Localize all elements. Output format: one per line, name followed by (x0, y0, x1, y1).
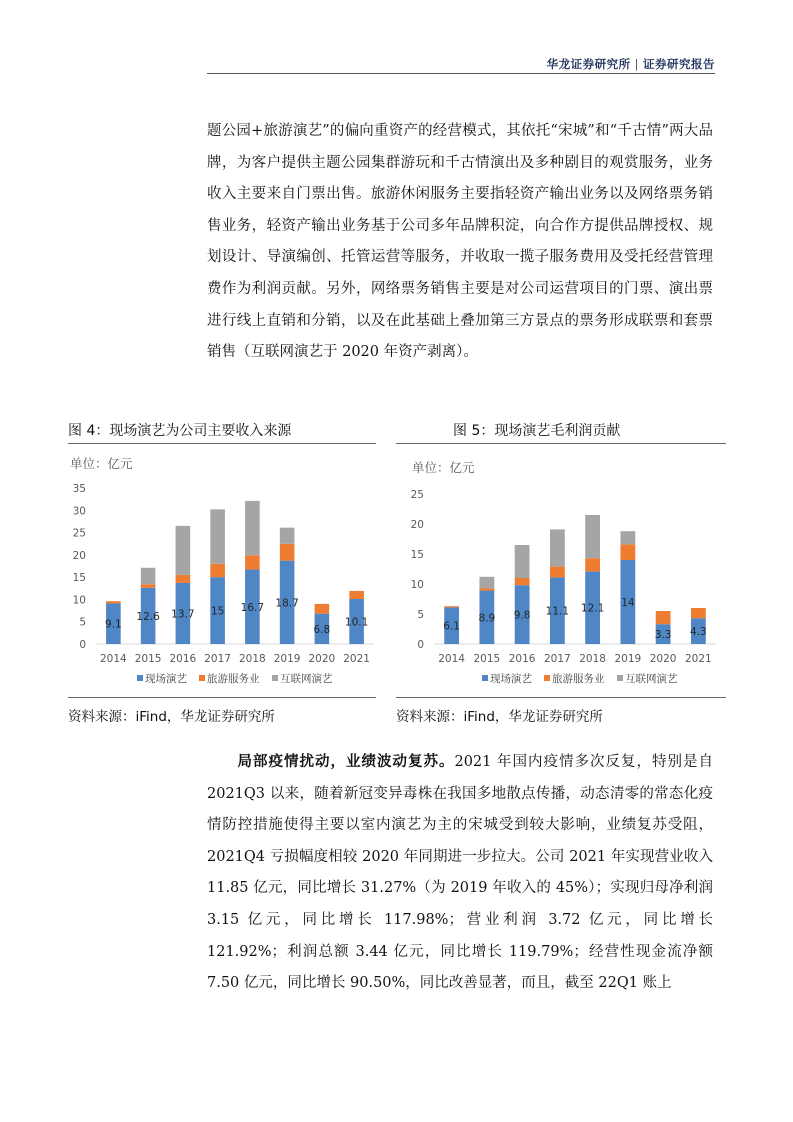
header-divider (207, 73, 715, 74)
x-tick-label: 2016 (169, 653, 197, 665)
bar-tourism-service (656, 611, 671, 624)
bar-tourism-service (585, 558, 600, 571)
y-tick-label: 15 (72, 572, 86, 585)
y-tick-label: 5 (79, 616, 86, 629)
figure-4-source: 资料来源：iFind，华龙证券研究所 (68, 709, 275, 725)
bar-tourism-service (141, 584, 156, 588)
bar-internet-performance (550, 529, 565, 566)
legend-swatch (137, 675, 143, 681)
bar-tourism-service (245, 555, 260, 569)
bar-internet-performance (585, 515, 600, 558)
y-tick-label: 20 (72, 549, 86, 562)
section-lead: 局部疫情扰动，业绩波动复苏。 (237, 754, 455, 770)
legend-label: 旅游服务业 (207, 673, 260, 685)
x-tick-label: 2017 (204, 653, 231, 665)
bar-tourism-service (106, 601, 121, 603)
y-tick-label: 35 (72, 483, 86, 495)
bar-tourism-service (176, 575, 191, 583)
bar-internet-performance (176, 526, 191, 575)
bar-tourism-service (349, 591, 364, 599)
section-paragraph (207, 747, 713, 1000)
bar-internet-performance (280, 528, 295, 544)
header-separator: | (634, 57, 639, 71)
legend-label: 现场演艺 (490, 673, 532, 685)
y-tick-label: 5 (417, 609, 424, 621)
y-tick-label: 15 (410, 549, 424, 561)
data-label: 6.8 (313, 623, 331, 636)
figure-5-chart (398, 448, 726, 696)
legend-label: 互联网演艺 (280, 673, 333, 685)
x-tick-label: 2021 (685, 653, 712, 665)
x-tick-label: 2020 (649, 653, 677, 665)
legend-swatch (617, 675, 623, 681)
data-label: 14 (621, 597, 635, 609)
bar-tourism-service (620, 544, 635, 560)
y-tick-label: 20 (410, 519, 424, 531)
bar-internet-performance (620, 531, 635, 544)
y-tick-label: 25 (72, 527, 86, 540)
data-label: 9.8 (513, 609, 531, 622)
x-tick-label: 2015 (134, 653, 162, 665)
x-tick-label: 2020 (308, 653, 336, 665)
bar-tourism-service (315, 604, 330, 614)
bar-internet-performance (210, 509, 225, 563)
figure-4-top-rule (68, 443, 376, 444)
figure-5-bottom-rule (396, 697, 726, 698)
data-label: 15 (210, 605, 225, 618)
data-label: 12.1 (580, 602, 605, 615)
chart-unit-label: 单位：亿元 (70, 456, 133, 471)
data-label: 8.9 (478, 612, 496, 625)
data-label: 13.7 (171, 608, 195, 621)
figure-5-top-rule (396, 443, 726, 444)
data-label: 18.7 (275, 597, 299, 610)
y-tick-label: 30 (72, 505, 86, 518)
section-body: 2021 年国内疫情多次反复，特别是自 2021Q3 以来，随着新冠变异毒株在我国多地散点传播，动态清零的常态化疫情防控措施使得主要以室内演艺为主的宋城受到较大影响，业绩复苏受阻，2021Q4 亏损幅度相较 2020 年同期进一步拉大。公司 2021 年实现营业收入 11.85 亿元，同比增长 31.27%（为 2019 年收入的 45%）；实现归母净利润 3.15 亿元，同比增长 117.98%；营业利润 3.72 亿元，同比增长 121.92%；利润总额 3.44 亿元，同比增长 119.79%；经营性现金流净额 7.50 亿元，同比增长 90.50%，同比改善显著，而且，截至 22Q1 账上 (207, 754, 714, 992)
data-label: 3.3 (654, 629, 672, 642)
bar-internet-performance (479, 577, 494, 588)
legend-label: 互联网演艺 (625, 673, 678, 685)
bar-tourism-service (515, 578, 530, 585)
x-tick-label: 2014 (100, 653, 127, 665)
header-report-type: 证券研究报告 (643, 57, 715, 71)
y-tick-label: 25 (410, 489, 424, 501)
figure-5-source: 资料来源：iFind，华龙证券研究所 (396, 709, 603, 725)
bar-tourism-service (280, 544, 295, 561)
bar-internet-performance (141, 568, 156, 584)
legend-label: 旅游服务业 (552, 673, 605, 685)
chart-unit-label: 单位：亿元 (412, 460, 475, 475)
y-tick-label: 10 (410, 579, 424, 591)
bar-tourism-service (444, 606, 459, 607)
legend-swatch (482, 675, 488, 681)
bar-tourism-service (210, 564, 225, 577)
x-tick-label: 2017 (544, 653, 571, 665)
y-tick-label: 10 (72, 594, 86, 607)
bar-tourism-service (691, 608, 706, 618)
x-tick-label: 2014 (438, 653, 465, 665)
bar-internet-performance (245, 501, 260, 555)
data-label: 12.6 (136, 610, 160, 623)
legend-label: 现场演艺 (145, 673, 187, 685)
x-tick-label: 2015 (473, 653, 501, 665)
x-tick-label: 2018 (579, 653, 606, 665)
report-header (547, 56, 715, 72)
y-tick-label: 0 (79, 639, 86, 651)
intro-paragraph: 题公园+旅游演艺”的偏向重资产的经营模式，其依托“宋城”和“千古情”两大品牌，为客户提供主题公园集群游玩和千古情演出及多种剧目的观赏服务，业务收入主要来自门票出售。旅游休闲服务主要指轻资产输出业务以及网络票务销售业务，轻资产输出业务基于公司多年品牌积淀，向合作方提供品牌授权、规划设计、导演编创、托管运营等服务，并收取一揽子服务费用及受托经营管理费作为利润贡献。另外，网络票务销售主要是对公司运营项目的门票、演出票进行线上直销和分销，以及在此基础上叠加第三方景点的票务形成联票和套票销售（互联网演艺于 2020 年资产剥离）。 (207, 123, 713, 361)
data-label: 6.1 (443, 620, 460, 633)
y-tick-label: 0 (417, 639, 424, 651)
figure-4-bottom-rule (68, 697, 376, 698)
x-tick-label: 2016 (508, 653, 536, 665)
data-label: 9.1 (105, 618, 122, 631)
data-label: 16.7 (240, 601, 265, 614)
header-brand: 华龙证券研究所 (546, 57, 631, 71)
data-label: 4.3 (690, 626, 707, 639)
legend-swatch (199, 675, 205, 681)
data-label: 10.1 (344, 616, 369, 629)
figure-4-chart (62, 448, 382, 696)
x-tick-label: 2019 (614, 653, 642, 665)
figure-4-title: 图 4：现场演艺为公司主要收入来源 (68, 423, 292, 439)
data-label: 11.1 (545, 605, 570, 618)
x-tick-label: 2021 (343, 653, 370, 665)
x-tick-label: 2018 (239, 653, 266, 665)
x-tick-label: 2019 (273, 653, 301, 665)
bar-internet-performance (515, 545, 530, 578)
legend-swatch (544, 675, 550, 681)
legend-swatch (272, 675, 278, 681)
figure-5-title: 图 5：现场演艺毛利润贡献 (453, 423, 621, 439)
bar-tourism-service (550, 567, 565, 578)
bar-tourism-service (479, 588, 494, 590)
